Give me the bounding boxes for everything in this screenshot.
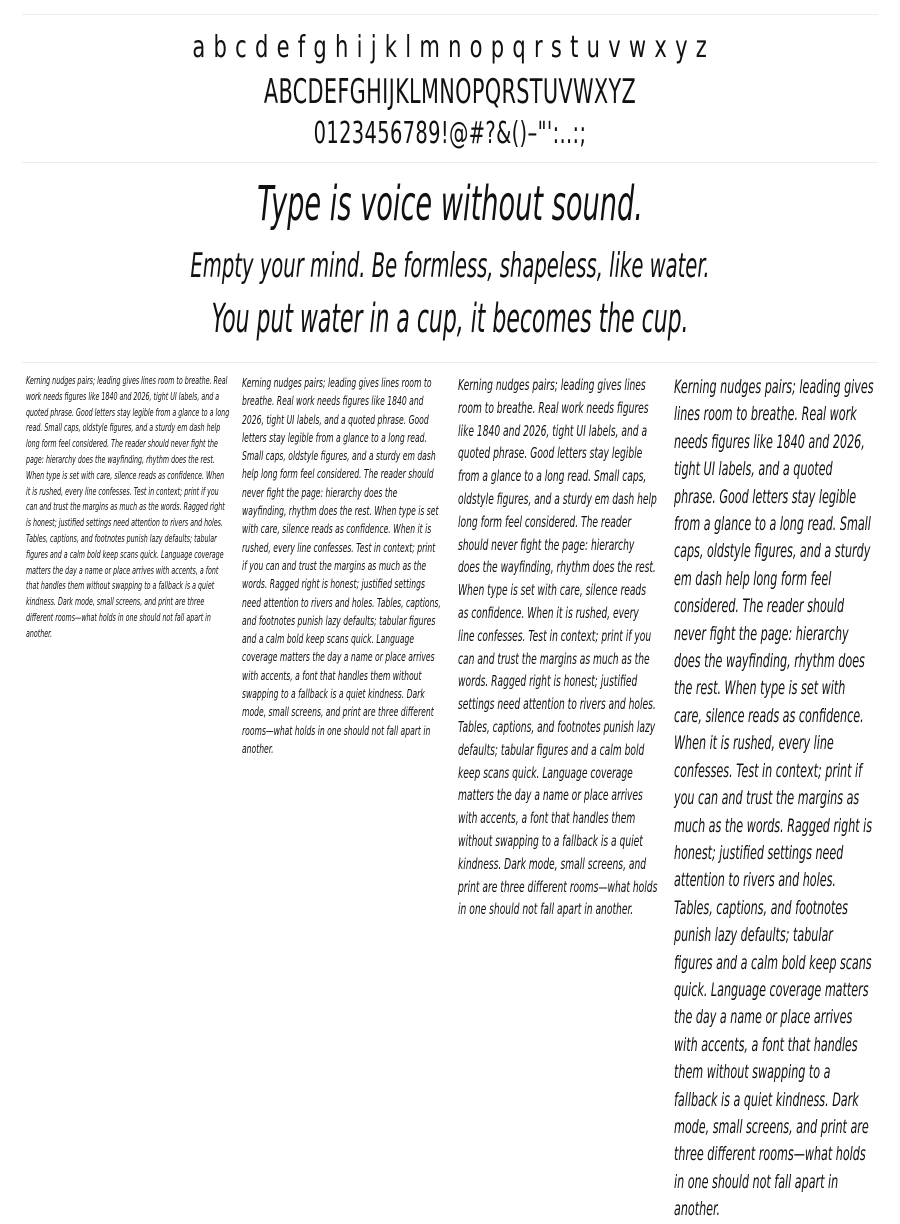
paragraph-text: Kerning nudges pairs; leading gives lines room to breathe. Real work needs figures like 1840 and 2026, tight UI labels, and a quoted phrase. Good letters stay legible from a glance to a long read. Small caps, oldstyle figures, and a sturdy em dash help long form feel considered. The reader should never fight the page: hierarchy does the wayfinding, rhythm does the rest. When type is set with care, silence reads as confidence. When it is rushed, every line confesses. Test in context; print if you can and trust the margins as much as the words. Ragged right is honest; justified settings need attention to rivers and holes. Tables, captions, and footnotes punish lazy defaults; tabular figures and a calm bold keep scans quick. Language coverage matters the day a name or place arrives with accents, a font that handles them without swapping to a fallback is a quiet kindness. Dark mode, small screens, and print are three different rooms—what holds in one should not fall apart in another. bbox=[674, 377, 874, 1221]
uppercase-glyphs: ABCDEFGHIJKLMNOPQRSTUVWXYZ bbox=[263, 72, 637, 112]
numeral-symbol-glyphs: 0123456789!@#?&()–"':..:; bbox=[313, 116, 587, 151]
paragraph-text: Kerning nudges pairs; leading gives lines room to breathe. Real work needs figures like 1840 and 2026, tight UI labels, and a quoted phrase. Good letters stay legible from a glance to a long read. Small caps, oldstyle figures, and a sturdy em dash help long form feel considered. The reader should never fight the page: hierarchy does the wayfinding, rhythm does the rest. When type is set with care, silence reads as confidence. When it is rushed, every line confesses. Test in context; print if you can and trust the margins as much as the words. Ragged right is honest; justified settings need attention to rivers and holes. Tables, captions, and footnotes punish lazy defaults; tabular figures and a calm bold keep scans quick. Language coverage matters the day a name or place arrives with accents, a font that handles them without swapping to a fallback is a quiet kindness. Dark mode, small screens, and print are three different rooms—what holds in one should not fall apart in another. bbox=[242, 375, 441, 756]
paragraph-column-small bbox=[26, 374, 231, 640]
samples-divider bbox=[22, 362, 878, 363]
top-divider bbox=[22, 14, 878, 15]
sample-line-2: Empty your mind. Be formless, shapeless, like water. bbox=[190, 246, 710, 286]
lowercase-glyphs: a b c d e f g h i j k l m n o p q r s t u v w x y z bbox=[192, 30, 708, 65]
paragraph-column-medium bbox=[242, 374, 442, 756]
paragraph-text: Kerning nudges pairs; leading gives lines room to breathe. Real work needs figures like 1840 and 2026, tight UI labels, and a quoted phrase. Good letters stay legible from a glance to a long read. Small caps, oldstyle figures, and a sturdy em dash help long form feel considered. The reader should never fight the page: hierarchy does the wayfinding, rhythm does the rest. When type is set with care, silence reads as confidence. When it is rushed, every line confesses. Test in context; print if you can and trust the margins as much as the words. Ragged right is honest; justified settings need attention to rivers and holes. Tables, captions, and footnotes punish lazy defaults; tabular figures and a calm bold keep scans quick. Language coverage matters the day a name or place arrives with accents, a font that handles them without swapping to a fallback is a quiet kindness. Dark mode, small screens, and print are three different rooms—what holds in one should not fall apart in another. bbox=[26, 376, 230, 640]
paragraph-column-xlarge bbox=[674, 374, 874, 1221]
sample-line-1: Type is voice without sound. bbox=[257, 176, 643, 232]
paragraph-text: Kerning nudges pairs; leading gives lines room to breathe. Real work needs figures like 1840 and 2026, tight UI labels, and a quoted phrase. Good letters stay legible from a glance to a long read. Small caps, oldstyle figures, and a sturdy em dash help long form feel considered. The reader should never fight the page: hierarchy does the wayfinding, rhythm does the rest. When type is set with care, silence reads as confidence. When it is rushed, every line confesses. Test in context; print if you can and trust the margins as much as the words. Ragged right is honest; justified settings need attention to rivers and holes. Tables, captions, and footnotes punish lazy defaults; tabular figures and a calm bold keep scans quick. Language coverage matters the day a name or place arrives with accents, a font that handles them without swapping to a fallback is a quiet kindness. Dark mode, small screens, and print are three different rooms—what holds in one should not fall apart in another. bbox=[458, 376, 658, 919]
paragraph-column-large bbox=[458, 374, 658, 919]
sample-line-3: You put water in a cup, it becomes the cup. bbox=[211, 296, 689, 342]
charset-divider bbox=[22, 162, 878, 163]
